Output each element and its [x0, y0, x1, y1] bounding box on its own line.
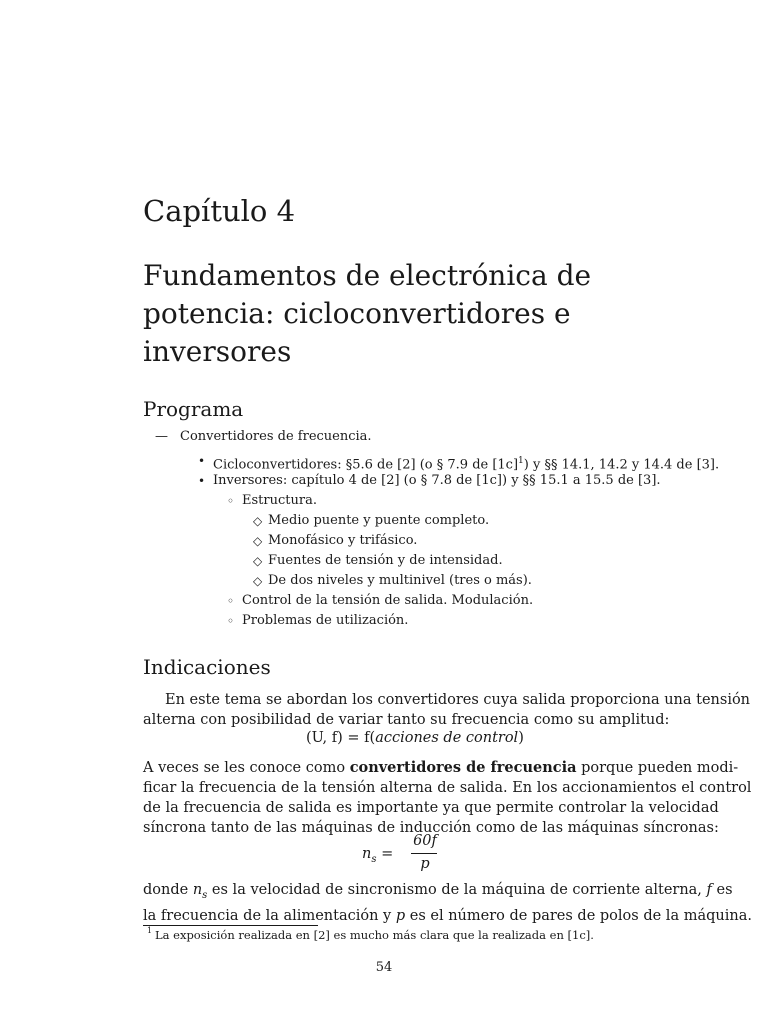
- math-var: p: [395, 907, 406, 924]
- paragraph-line: [143, 880, 733, 906]
- paragraph-line: de la frecuencia de salida es importante ya que permite controlar la velocidad: [143, 800, 719, 816]
- fraction-numerator: 60f: [413, 833, 437, 849]
- outline-level4: De dos niveles y multinivel (tres o más).: [268, 573, 532, 588]
- footnote-text: La exposición realizada en [2] es mucho más clara que la realizada en [1c].: [155, 928, 594, 942]
- outline-subitem: Inversores: capítulo 4 de [2] (o § 7.8 de [1c]) y §§ 15.1 a 15.5 de [3].: [213, 473, 661, 488]
- text-run: A veces se les conoce como: [143, 760, 350, 776]
- paragraph-line: [143, 758, 739, 778]
- equation-italic: acciones de control: [375, 730, 519, 746]
- page-number: 54: [375, 960, 393, 975]
- chapter-label: Capítulo 4: [143, 194, 296, 228]
- diamond-marker: ◇: [253, 534, 263, 548]
- circle-marker: ◦: [227, 494, 235, 508]
- equation-var: n: [362, 846, 372, 862]
- paragraph-line: En este tema se abordan los convertidores cuya salida proporciona una tensión: [165, 692, 751, 708]
- text-run: la frecuencia de la alimentación y: [143, 907, 396, 924]
- paragraph-line: alterna con posibilidad de variar tanto su frecuencia como su amplitud:: [143, 712, 670, 728]
- text-run: es la velocidad de sincronismo de la máquina de corriente alterna,: [207, 882, 707, 898]
- bullet-marker: •: [198, 474, 206, 488]
- footnote: [147, 926, 594, 942]
- outline-level4: Medio puente y puente completo.: [268, 513, 490, 528]
- paragraph-frequency: [143, 758, 752, 838]
- diamond-marker: ◇: [253, 574, 263, 588]
- outline-level3: Problemas de utilización.: [242, 613, 409, 628]
- outline-item: Convertidores de frecuencia.: [180, 429, 372, 444]
- paragraph-line: síncrona tanto de las máquinas de inducción como de las máquinas síncronas:: [143, 820, 719, 836]
- chapter-title: [143, 257, 663, 371]
- outline-level3: Estructura.: [242, 493, 317, 508]
- outline-level4: Fuentes de tensión y de intensidad.: [268, 553, 503, 568]
- circle-marker: ◦: [227, 594, 235, 608]
- dash-marker: —: [155, 429, 168, 444]
- chapter-title-line: inversores: [143, 335, 292, 368]
- equation-text: (U, f) = f(: [306, 730, 376, 746]
- equation-lhs: [362, 846, 393, 865]
- bullet-marker: •: [198, 454, 206, 468]
- fraction-denominator: p: [420, 856, 430, 872]
- chapter-title-line: Fundamentos de electrónica de: [143, 259, 592, 292]
- section-heading-indicaciones: Indicaciones: [143, 655, 271, 679]
- math-var: f: [706, 882, 712, 898]
- equation-text: ): [518, 730, 524, 746]
- text-run: es el número de pares de polos de la máquina.: [405, 907, 752, 924]
- paragraph-where: [143, 880, 752, 926]
- chapter-title-line: potencia: cicloconvertidores e: [143, 297, 571, 330]
- fraction-bar: [411, 853, 437, 854]
- text-run: porque pueden modi-: [576, 760, 739, 776]
- footnote-mark: 1: [147, 926, 153, 935]
- text-run: es: [711, 882, 733, 898]
- bold-term: convertidores de frecuencia: [349, 759, 577, 776]
- paragraph-intro: [143, 690, 751, 730]
- equation-subscript: s: [371, 853, 377, 865]
- diamond-marker: ◇: [253, 554, 263, 568]
- math-var: n: [192, 882, 203, 898]
- equals-sign: =: [381, 846, 394, 862]
- paragraph-line: ficar la frecuencia de la tensión alterna de salida. En los accionamientos el control: [143, 780, 752, 796]
- footnote-ref: 1: [518, 456, 524, 466]
- text-run: donde: [143, 882, 193, 898]
- paragraph-line: [143, 906, 752, 926]
- section-heading-programa: Programa: [143, 397, 244, 421]
- footnote-rule: [143, 925, 318, 926]
- math-subscript: s: [202, 889, 208, 901]
- subitem-text: Cicloconvertidores: §5.6 de [2] (o § 7.9 de [1c]: [213, 457, 519, 473]
- diamond-marker: ◇: [253, 514, 263, 528]
- outline-level4: Monofásico y trifásico.: [268, 533, 418, 548]
- subitem-text: ) y §§ 14.1, 14.2 y 14.4 de [3].: [523, 457, 720, 473]
- equation-control: [306, 730, 524, 746]
- circle-marker: ◦: [227, 614, 235, 628]
- outline-level3: Control de la tensión de salida. Modulación.: [242, 593, 534, 608]
